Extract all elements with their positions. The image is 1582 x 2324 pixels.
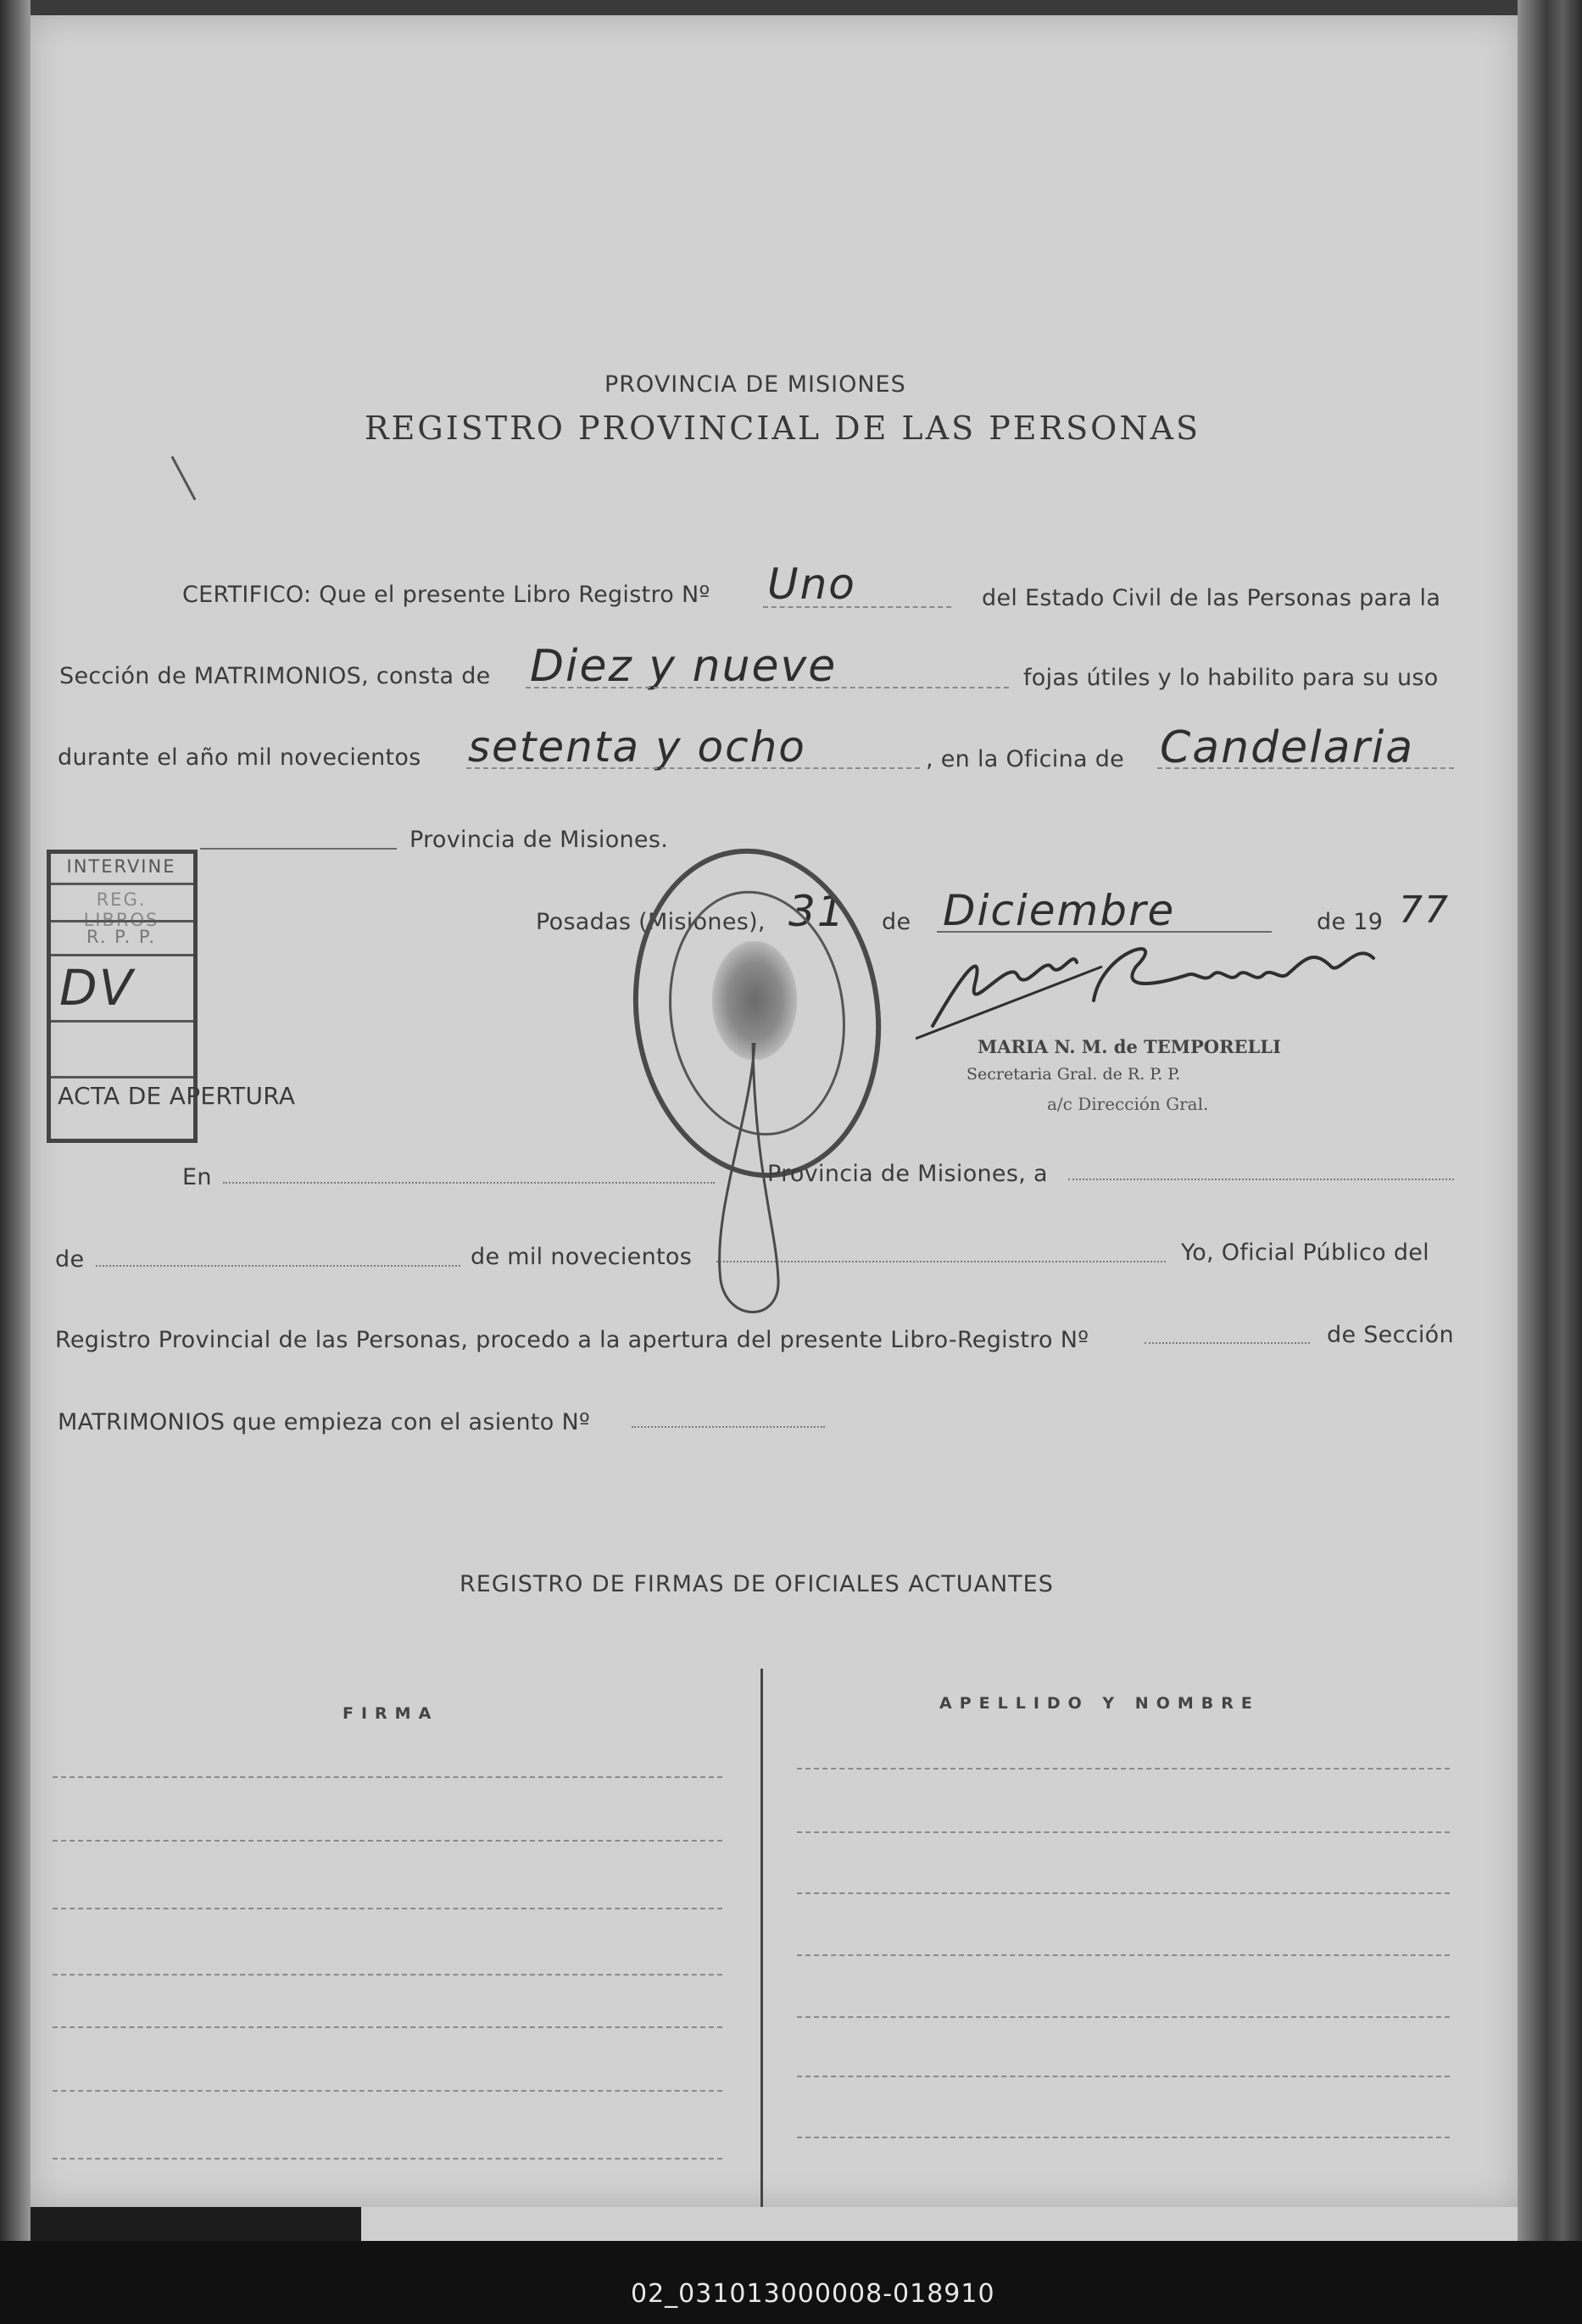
opening-line2-de: de [55,1246,85,1273]
line4-lead-line [200,848,397,850]
signature-row-line [53,1974,722,1976]
stamp-row-divider [51,920,193,922]
place-date-year-prefix: de 19 [1317,909,1384,935]
place-date-de: de [882,909,911,935]
book-binding-top [0,0,1582,15]
opening-line2-year-blank [716,1261,1166,1262]
signature-row-line [53,1908,722,1909]
signatory-name: MARIA N. M. de TEMPORELLI [978,1036,1281,1057]
opening-line3-text: Registro Provincial de las Personas, procedo a la apertura del presente Libro-Registro Nº [55,1327,1089,1353]
seal-emblem-icon [712,941,797,1060]
opening-line1-text: Provincia de Misiones, a [767,1161,1048,1187]
certificate-line2-end: fojas útiles y lo habilito para su uso [1023,665,1439,691]
book-binding-right [1518,0,1582,2281]
scan-image-id: 02_031013000008-018910 [631,2279,995,2309]
year-words-line [466,767,920,769]
stamp-initials-handwritten: DV [59,959,135,1017]
stamp-row-intervine: INTERVINE [66,856,176,877]
book-binding-left [0,0,31,2281]
signature-row-line [53,1776,722,1778]
name-row-line [797,1831,1450,1833]
signatures-register-title: REGISTRO DE FIRMAS DE OFICIALES ACTUANTES [460,1571,1054,1597]
stamp-row-divider [51,954,193,956]
name-row-line [797,2137,1450,2138]
book-number-handwritten: Uno [767,560,856,609]
signatory-office: a/c Dirección Gral. [1047,1094,1209,1114]
signature-column-header: FIRMA [343,1704,439,1723]
office-handwritten: Candelaria [1160,722,1415,773]
certificate-line2-text: Sección de MATRIMONIOS, consta de [59,663,491,689]
name-column-header: APELLIDO Y NOMBRE [939,1694,1260,1713]
place-date-text: Posadas (Misiones), [536,909,766,935]
opening-line1-end-blank [1068,1179,1454,1180]
signatures-column-divider [760,1669,763,2207]
signature-row-line [53,2026,722,2028]
month-handwritten: Diciembre [943,886,1176,935]
page-bottom-shadow [31,2207,361,2241]
signature-row-line [53,2158,722,2160]
certificate-line3-text: durante el año mil novecientos [58,744,421,771]
certificate-line1-end: del Estado Civil de las Personas para la [982,585,1441,611]
certificate-line3-mid: , en la Oficina de [926,746,1125,772]
stamp-row-divider [51,1020,193,1023]
opening-line4-text: MATRIMONIOS que empieza con el asiento Nº [58,1409,590,1435]
name-row-line [797,1954,1450,1956]
opening-line2-end: Yo, Oficial Público del [1181,1240,1429,1266]
opening-line1-blank [223,1182,715,1184]
opening-line3-blank [1145,1342,1310,1344]
registry-title: REGISTRO PROVINCIAL DE LAS PERSONAS [365,410,1201,447]
opening-line2-text: de mil novecientos [471,1244,693,1270]
stamp-row-divider [51,883,193,885]
office-line [1157,767,1454,769]
certificate-line4-text: Provincia de Misiones. [409,827,669,853]
book-number-line [763,606,951,608]
year-words-handwritten: setenta y ocho [468,722,806,772]
name-row-line [797,2076,1450,2077]
stamp-row-reg-libros: REG. LIBROS [83,889,159,930]
certificate-line1-text: CERTIFICO: Que el presente Libro Registro Nº [182,582,710,608]
opening-heading: ACTA DE APERTURA [58,1082,296,1110]
name-row-line [797,1768,1450,1769]
signatory-role: Secretaria Gral. de R. P. P. [966,1065,1181,1084]
stamp-row-rpp: R. P. P. [86,927,156,947]
signature-row-line [53,1840,722,1842]
stamp-row-divider [51,1076,193,1078]
opening-line4-blank [632,1426,825,1428]
opening-line2-blank [96,1265,460,1267]
pages-count-handwritten: Diez y nueve [530,641,838,692]
signature-row-line [53,2090,722,2092]
year-digits-handwritten: 77 [1399,889,1450,932]
day-handwritten: 31 [788,887,846,936]
province-label: PROVINCIA DE MISIONES [604,371,906,398]
opening-line1-en: En [182,1164,212,1190]
name-row-line [797,2016,1450,2018]
name-row-line [797,1892,1450,1894]
handwritten-signature [916,933,1390,1043]
opening-line3-end: de Sección [1327,1322,1454,1348]
pages-count-line [526,687,1009,688]
